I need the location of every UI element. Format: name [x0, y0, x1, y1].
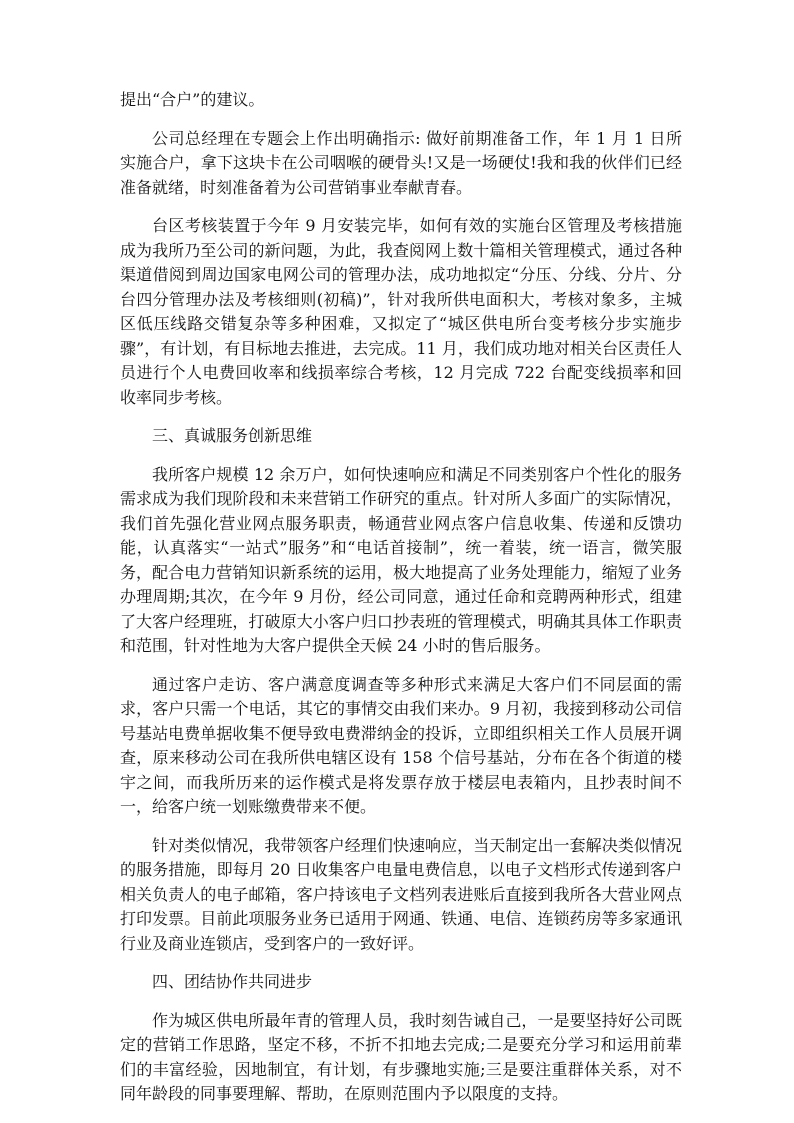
paragraph-service-measures: 针对类似情况，我带领客户经理们快速响应，当天制定出一套解决类似情况的服务措施，即每月 20 日收集客户电量电费信息，以电子文档形式传递到客户相关负责人的电子邮箱，客户持该电子文档列表进账后直接到我所各大营业网点打印发票。目前此项服务业务已适用于网通、铁通、电信、连锁药房等多家通讯行业及商业连锁店，受到客户的一致好评。 [120, 835, 682, 953]
document-body [120, 88, 682, 1121]
paragraph-teamwork: 作为城区供电所最年青的管理人员，我时刻告诫自己，一是要坚持好公司既定的营销工作思路，坚定不移，不折不扣地去完成;二是要充分学习和运用前辈们的丰富经验，因地制宜，有计划，有步骤地实施;三是要注重群体关系，对不同年龄段的同事要理解、帮助，在原则范围内予以限度的支持。 [120, 1010, 682, 1103]
paragraph-continuation: 提出“合户”的建议。 [120, 90, 265, 109]
section-heading-3: 三、真诚服务创新思维 [152, 426, 313, 445]
paragraph-customer-visits: 通过客户走访、客户满意度调查等多种形式来满足大客户们不同层面的需求，客户只需一个电话，其它的事情交由我们来办。9 月初，我接到移动公司信号基站电费单据收集不便导致电费滞纳金的投诉，立即组织相关工作人员展开调查，原来移动公司在我所供电辖区设有 158 个信号基站，分布在各个街道的楼宇之间，而我所历来的运作模式是将发票存放于楼层电表箱内，且抄表时间不一，给客户统一划账缴费带来不便。 [120, 674, 682, 816]
paragraph-area-assessment: 台区考核装置于今年 9 月安装完毕，如何有效的实施台区管理及考核措施成为我所乃至公司的新问题，为此，我查阅网上数十篇相关管理模式，通过各种渠道借阅到周边国家电网公司的管理办法，成功地拟定“分压、分线、分片、分台四分管理办法及考核细则(初稿)”，针对我所供电面积大，考核对象多，主城区低压线路交错复杂等多种困难，又拟定了“城区供电所台变考核分步实施步骤”，有计划，有目标地去推进，去完成。11 月，我们成功地对相关台区责任人员进行个人电费回收率和线损率综合考核，12 月完成 722 台配变线损率和回收率同步考核。 [120, 216, 682, 407]
paragraph-manager-instruction: 公司总经理在专题会上作出明确指示: 做好前期准备工作，年 1 月 1 日所实施合户，拿下这块卡在公司咽喉的硬骨头!又是一场硬仗!我和我的伙伴们已经准备就绪，时刻准备着为公司营销事业奉献青春。 [120, 128, 682, 197]
section-heading-4: 四、团结协作共同进步 [152, 972, 313, 991]
paragraph-customer-service: 我所客户规模 12 余万户，如何快速响应和满足不同类别客户个性化的服务需求成为我们现阶段和未来营销工作研究的重点。针对所人多面广的实际情况，我们首先强化营业网点服务职责，畅通营业网点客户信息收集、传递和反馈功能，认真落实“一站式”服务”和“电话首接制”，统一着装，统一语言，微笑服务，配合电力营销知识新系统的运用，极大地提高了业务处理能力，缩短了业务办理周期;其次，在今年 9 月份，经公司同意，通过任命和竞聘两种形式，组建了大客户经理班，打破原大小客户归口抄表班的管理模式，明确其具体工作职责和范围，针对性地为大客户提供全天候 24 小时的售后服务。 [120, 464, 682, 655]
